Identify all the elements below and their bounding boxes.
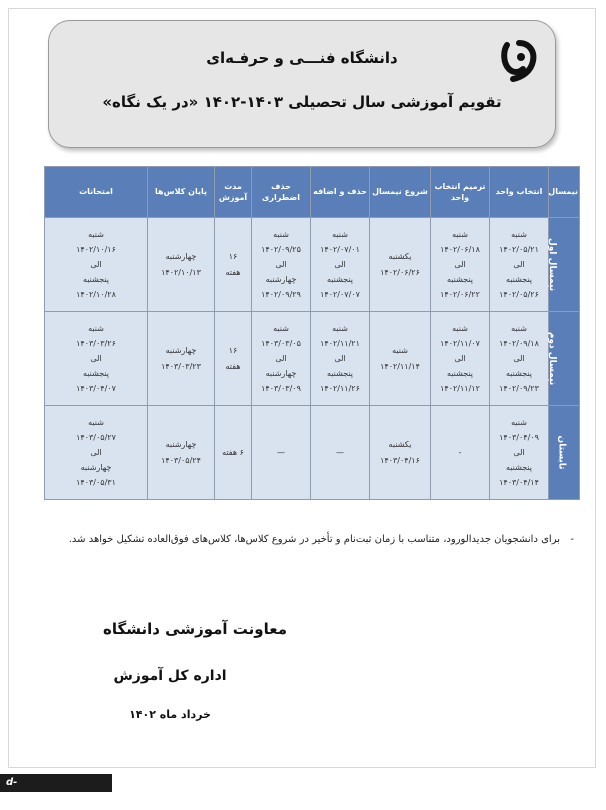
cell-line: پنجشنبه	[505, 369, 533, 379]
table-cell	[252, 312, 311, 406]
cell-line: الی	[275, 259, 287, 269]
table-cell	[215, 218, 252, 312]
table-cell	[370, 406, 431, 500]
cell-line: ۱۴۰۲/۱۱/۰۷	[440, 338, 480, 348]
cell-line: چهارشنبه	[165, 440, 197, 450]
cell-line: پنجشنبه	[82, 275, 110, 285]
table-cell	[215, 312, 252, 406]
cell-line: پنجشنبه	[326, 369, 354, 379]
cell-line: الی	[90, 259, 102, 269]
table-header-row	[45, 167, 580, 218]
cell-line: الی	[513, 447, 525, 457]
cell-line: الی	[275, 353, 287, 363]
signature-date: خرداد ماه ۱۴۰۲	[129, 708, 211, 721]
table-cell	[431, 218, 490, 312]
semester-label: تابستان	[556, 435, 567, 470]
cell-line: یکشنبه	[388, 252, 412, 262]
table-cell	[148, 312, 215, 406]
cell-line: ۱۴۰۲/۱۰/۲۸	[76, 290, 116, 300]
column-header: نیمسال	[549, 167, 580, 218]
cell-line: ۱۴۰۲/۰۷/۰۱	[320, 244, 360, 254]
cell-line: شنبه	[511, 229, 527, 239]
semester-cell	[549, 406, 580, 500]
note-text: برای دانشجویان جدیدالورود، متناسب با زمان ثبت‌نام و تأخیر در شروع کلاس‌ها، کلاس‌های فوق‌العاده تشکیل خواهد شد.	[68, 534, 560, 545]
note	[60, 528, 574, 551]
table-cell	[148, 406, 215, 500]
cell-line: ۱۴۰۳/۰۴/۱۶	[380, 455, 420, 465]
cell-line: ۱۴۰۳/۰۵/۲۷	[76, 432, 116, 442]
cell-line: پنجشنبه	[326, 275, 354, 285]
table-cell	[252, 218, 311, 312]
table-cell	[370, 218, 431, 312]
column-header: حذف اضطراری	[252, 167, 311, 218]
cell-line: الی	[334, 259, 346, 269]
table-cell	[490, 406, 549, 500]
semester-cell	[549, 218, 580, 312]
cell-line: پنجشنبه	[446, 369, 474, 379]
table-cell	[148, 218, 215, 312]
cell-line: —	[336, 447, 344, 457]
cell-line: ۱۴۰۲/۰۹/۱۸	[499, 338, 539, 348]
university-name: دانشگاه فنـــی و حرفـه‌ای	[206, 49, 398, 67]
column-header: امتحانات	[45, 167, 148, 218]
header-box	[48, 20, 556, 148]
semester-cell	[546, 312, 580, 406]
table-cell	[45, 218, 148, 312]
cell-line: پنجشنبه	[446, 275, 474, 285]
cell-line: ۱۴۰۲/۰۹/۲۳	[499, 384, 539, 394]
cell-line: پنجشنبه	[505, 275, 533, 285]
cell-line: پنجشنبه	[82, 369, 110, 379]
table-cell	[370, 312, 431, 406]
cell-line: یکشنبه	[388, 440, 412, 450]
cell-line: شنبه	[452, 229, 468, 239]
cell-line: شنبه	[511, 417, 527, 427]
table-cell	[45, 406, 148, 500]
column-header: مدت آموزش	[215, 167, 252, 218]
cell-line: الی	[513, 353, 525, 363]
cell-line: ۱۴۰۳/۰۵/۲۴	[161, 455, 201, 465]
cell-line: ۱۴۰۲/۰۶/۲۶	[380, 267, 420, 277]
table-cell	[311, 218, 370, 312]
cell-line: ۱۴۰۳/۰۴/۱۴	[499, 478, 539, 488]
cell-line: شنبه	[88, 229, 104, 239]
cell-line: ۱۴۰۳/۰۵/۳۱	[76, 478, 116, 488]
cell-line: ۱۴۰۳/۰۳/۲۶	[76, 338, 116, 348]
cell-line: الی	[90, 353, 102, 363]
cell-line: ۱۴۰۲/۱۱/۲۱	[320, 338, 360, 348]
cell-line: چهارشنبه	[265, 275, 297, 285]
cell-line: ۱۴۰۲/۱۱/۱۲	[440, 384, 480, 394]
cell-line: چهارشنبه	[80, 463, 112, 473]
cell-line: ۱۴۰۲/۰۹/۲۵	[261, 244, 301, 254]
cell-line: الی	[454, 353, 466, 363]
cell-line: ۱۴۰۲/۱۱/۱۴	[380, 361, 420, 371]
cell-line: شنبه	[88, 417, 104, 427]
cell-line: الی	[334, 353, 346, 363]
cell-line: ۱۶	[228, 346, 238, 356]
cell-line: چهارشنبه	[165, 252, 197, 262]
semester-label: نیمسال اول	[547, 237, 558, 292]
cell-line: شنبه	[332, 229, 348, 239]
cell-line: ۱۴۰۲/۰۶/۲۲	[440, 290, 480, 300]
cell-line: الی	[90, 447, 102, 457]
table-cell	[311, 406, 370, 500]
cell-line: شنبه	[273, 323, 289, 333]
cell-line: الی	[454, 259, 466, 269]
cell-line: چهارشنبه	[165, 346, 197, 356]
calendar-table	[44, 166, 580, 500]
cell-line: هفته	[225, 361, 241, 371]
cell-line: ۱۴۰۳/۰۴/۰۷	[76, 384, 116, 394]
cell-line: ۱۴۰۲/۰۷/۰۷	[320, 290, 360, 300]
cell-line: ۱۴۰۳/۰۴/۰۹	[499, 432, 539, 442]
cell-line: —	[277, 447, 285, 457]
table-cell	[431, 406, 490, 500]
column-header: ترمیم انتخاب واحد	[431, 167, 490, 218]
cell-line: شنبه	[273, 229, 289, 239]
cell-line: -	[458, 447, 462, 457]
cell-line: شنبه	[332, 323, 348, 333]
table-cell	[45, 312, 148, 406]
signature-office: اداره کل آموزش	[113, 668, 227, 684]
cell-line: ۱۴۰۲/۰۵/۲۶	[499, 290, 539, 300]
cell-line: ۱۴۰۲/۱۰/۱۳	[161, 267, 201, 277]
table-cell	[215, 406, 252, 500]
cell-line: ۱۴۰۳/۰۳/۲۳	[161, 361, 201, 371]
column-header: پایان کلاس‌ها	[148, 167, 215, 218]
semester-label: نیمسال دوم	[546, 331, 557, 386]
table-row	[45, 312, 580, 406]
cell-line: ۱۴۰۳/۰۳/۰۹	[261, 384, 301, 394]
table-row	[45, 406, 580, 500]
column-header: حذف و اضافه	[311, 167, 370, 218]
cell-line: شنبه	[392, 346, 408, 356]
cell-line: شنبه	[511, 323, 527, 333]
table-cell	[431, 312, 490, 406]
table-body	[45, 218, 580, 500]
signature-department: معاونت آموزشی دانشگاه	[102, 620, 287, 638]
cell-line: پنجشنبه	[505, 463, 533, 473]
cell-line: هفته	[225, 267, 241, 277]
column-header: شروع نیمسال	[370, 167, 431, 218]
table-row	[45, 218, 580, 312]
cell-line: ۶ هفته	[222, 447, 244, 457]
cell-line: ۱۴۰۲/۱۱/۲۶	[320, 384, 360, 394]
cell-line: شنبه	[452, 323, 468, 333]
calendar-title: تقویم آموزشی سال تحصیلی ۱۴۰۳-۱۴۰۲ «در یک نگاه»	[102, 93, 502, 111]
table-cell	[311, 312, 370, 406]
cell-line: ۱۶	[228, 252, 238, 262]
cell-line: ۱۴۰۲/۰۹/۲۹	[261, 290, 301, 300]
cell-line: شنبه	[88, 323, 104, 333]
column-header: انتخاب واحد	[490, 167, 549, 218]
cell-line: الی	[513, 259, 525, 269]
table-cell	[252, 406, 311, 500]
cell-line: ۱۴۰۲/۱۰/۱۶	[76, 244, 116, 254]
cell-line: چهارشنبه	[265, 369, 297, 379]
cell-line: ۱۴۰۳/۰۳/۰۵	[261, 338, 301, 348]
note-bullet: -	[570, 534, 574, 545]
cell-line: ۱۴۰۲/۰۶/۱۸	[440, 244, 480, 254]
site-watermark: d-semnan.tvu.ac.ir	[0, 774, 112, 792]
cell-line: ۱۴۰۲/۰۵/۲۱	[499, 244, 539, 254]
